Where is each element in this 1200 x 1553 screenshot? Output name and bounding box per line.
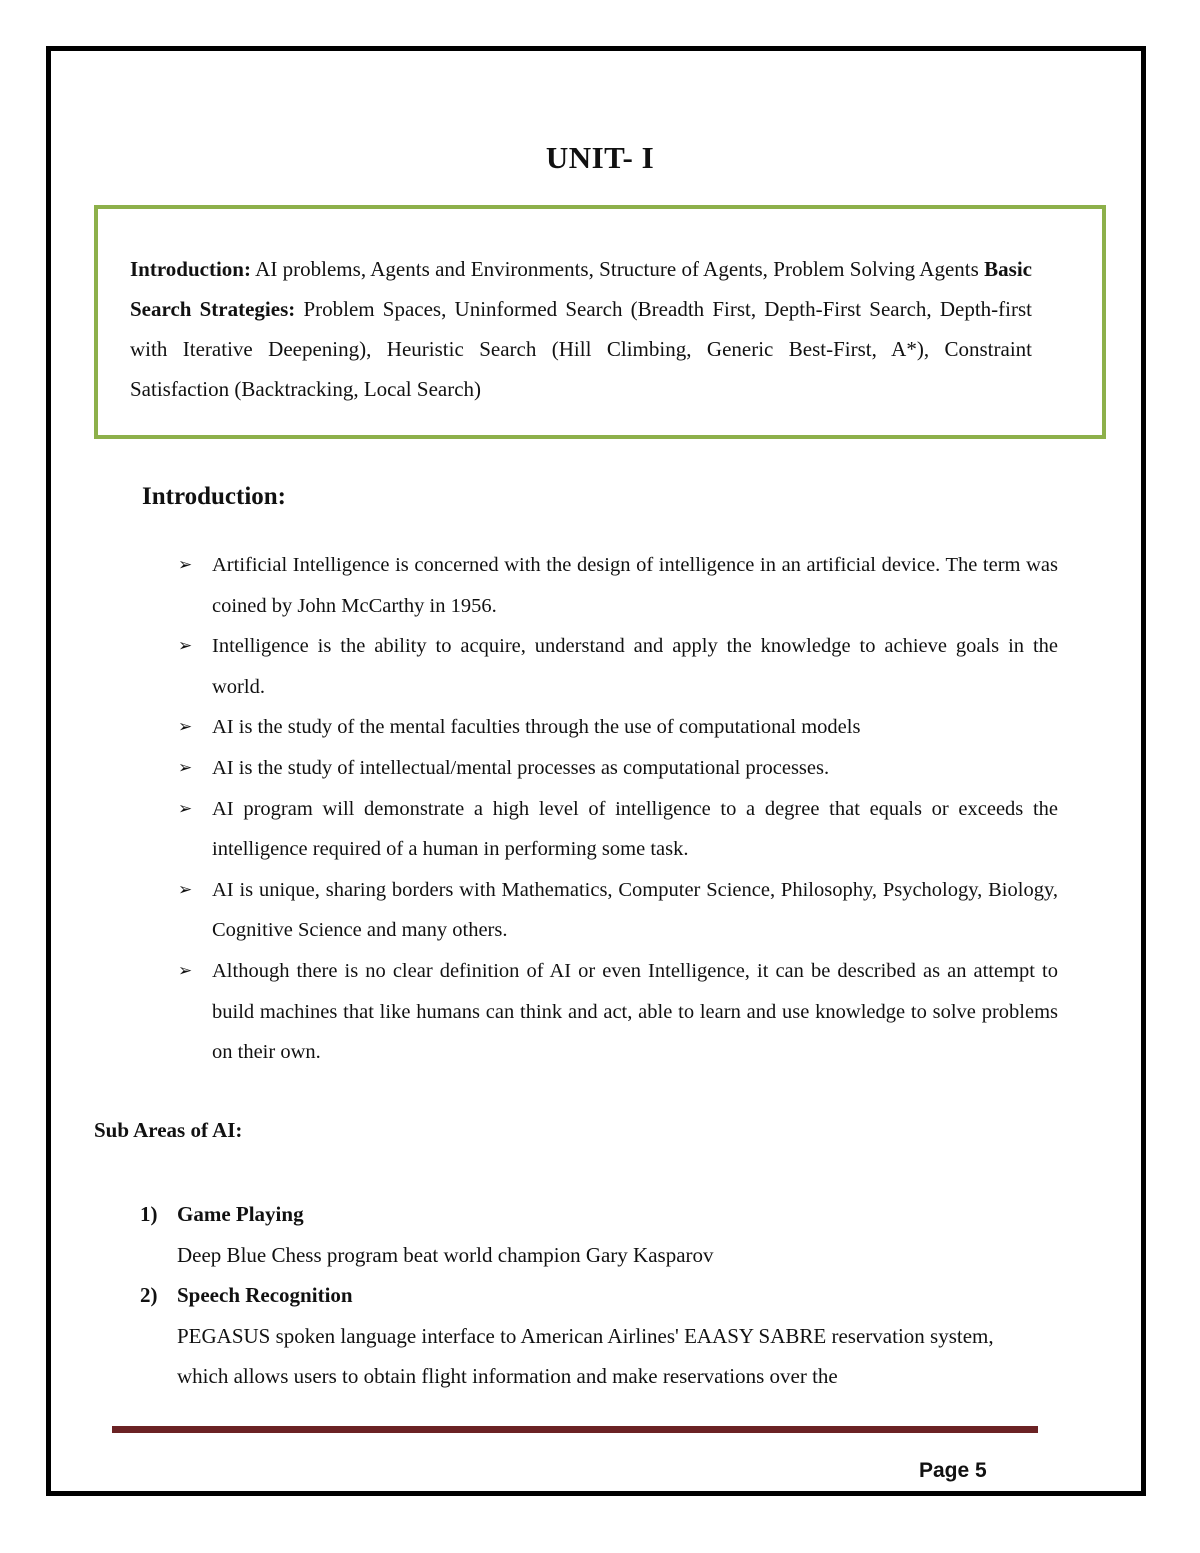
- syllabus-intro-label: Introduction:: [130, 257, 251, 281]
- arrow-bullet-icon: ➢: [178, 636, 193, 657]
- sub-area-title: Game Playing: [177, 1202, 304, 1226]
- list-item: [178, 870, 1058, 951]
- sub-area-title: Speech Recognition: [177, 1283, 353, 1307]
- arrow-bullet-icon: ➢: [178, 757, 193, 778]
- page-number: Page 5: [919, 1459, 987, 1482]
- bullet-text: AI is the study of the mental faculties through the use of computational models: [212, 716, 861, 739]
- list-item: [178, 545, 1058, 626]
- bullet-text: Artificial Intelligence is concerned with the design of intelligence in an artificial device. The term was coined by John McCarthy in 1956.: [212, 554, 1058, 617]
- syllabus-box: [94, 205, 1106, 439]
- sub-areas-list: [140, 1194, 1040, 1397]
- syllabus-search-text: Problem Spaces, Uninformed Search (Breadth First, Depth-First Search, Depth-first with Iterative Deepening), Heuristic Search (Hill Climbing, Generic Best-First, A*), Constraint Satisfaction (Backtracking, Local Search): [130, 297, 1033, 401]
- list-item: [178, 707, 1058, 748]
- arrow-bullet-icon: ➢: [178, 798, 193, 819]
- sub-areas-heading: Sub Areas of AI:: [94, 1118, 243, 1142]
- sub-area-number: 2): [140, 1283, 158, 1307]
- list-item: [178, 951, 1058, 1073]
- sub-area-speech-recognition: [140, 1275, 1040, 1397]
- bullet-text: Intelligence is the ability to acquire, understand and apply the knowledge to achieve goals in the world.: [212, 635, 1058, 698]
- arrow-bullet-icon: ➢: [178, 717, 193, 738]
- sub-area-game-playing: [140, 1194, 1040, 1275]
- footer-divider: [112, 1426, 1038, 1433]
- bullet-text: Although there is no clear definition of AI or even Intelligence, it can be described as an attempt to build machines that like humans can think and act, able to learn and use knowledge to solve problems on their own.: [212, 959, 1058, 1064]
- arrow-bullet-icon: ➢: [178, 879, 193, 900]
- sub-area-number: 1): [140, 1202, 158, 1226]
- syllabus-intro-text: AI problems, Agents and Environments, Structure of Agents, Problem Solving Agents: [250, 257, 985, 281]
- bullet-text: AI program will demonstrate a high level of intelligence to a degree that equals or exceeds the intelligence required of a human in performing some task.: [212, 797, 1058, 861]
- list-item: [178, 789, 1058, 870]
- list-item: [178, 626, 1058, 707]
- list-item: [178, 748, 1058, 789]
- introduction-bullet-list: [178, 545, 1058, 1073]
- introduction-heading: Introduction:: [142, 483, 287, 510]
- bullet-text: AI is the study of intellectual/mental processes as computational processes.: [212, 756, 830, 779]
- bullet-text: AI is unique, sharing borders with Mathematics, Computer Science, Philosophy, Psychology, Biology, Cognitive Science and many others.: [212, 878, 1058, 942]
- syllabus-search-label: Basic Search Strategies:: [130, 257, 1032, 321]
- sub-area-description: PEGASUS spoken language interface to American Airlines' EAASY SABRE reservation system, which allows users to obtain flight information and make reservations over the: [177, 1323, 994, 1388]
- unit-title: UNIT- I: [545, 140, 655, 175]
- arrow-bullet-icon: ➢: [178, 960, 193, 981]
- arrow-bullet-icon: ➢: [178, 555, 193, 575]
- sub-area-description: Deep Blue Chess program beat world champion Gary Kasparov: [177, 1242, 714, 1267]
